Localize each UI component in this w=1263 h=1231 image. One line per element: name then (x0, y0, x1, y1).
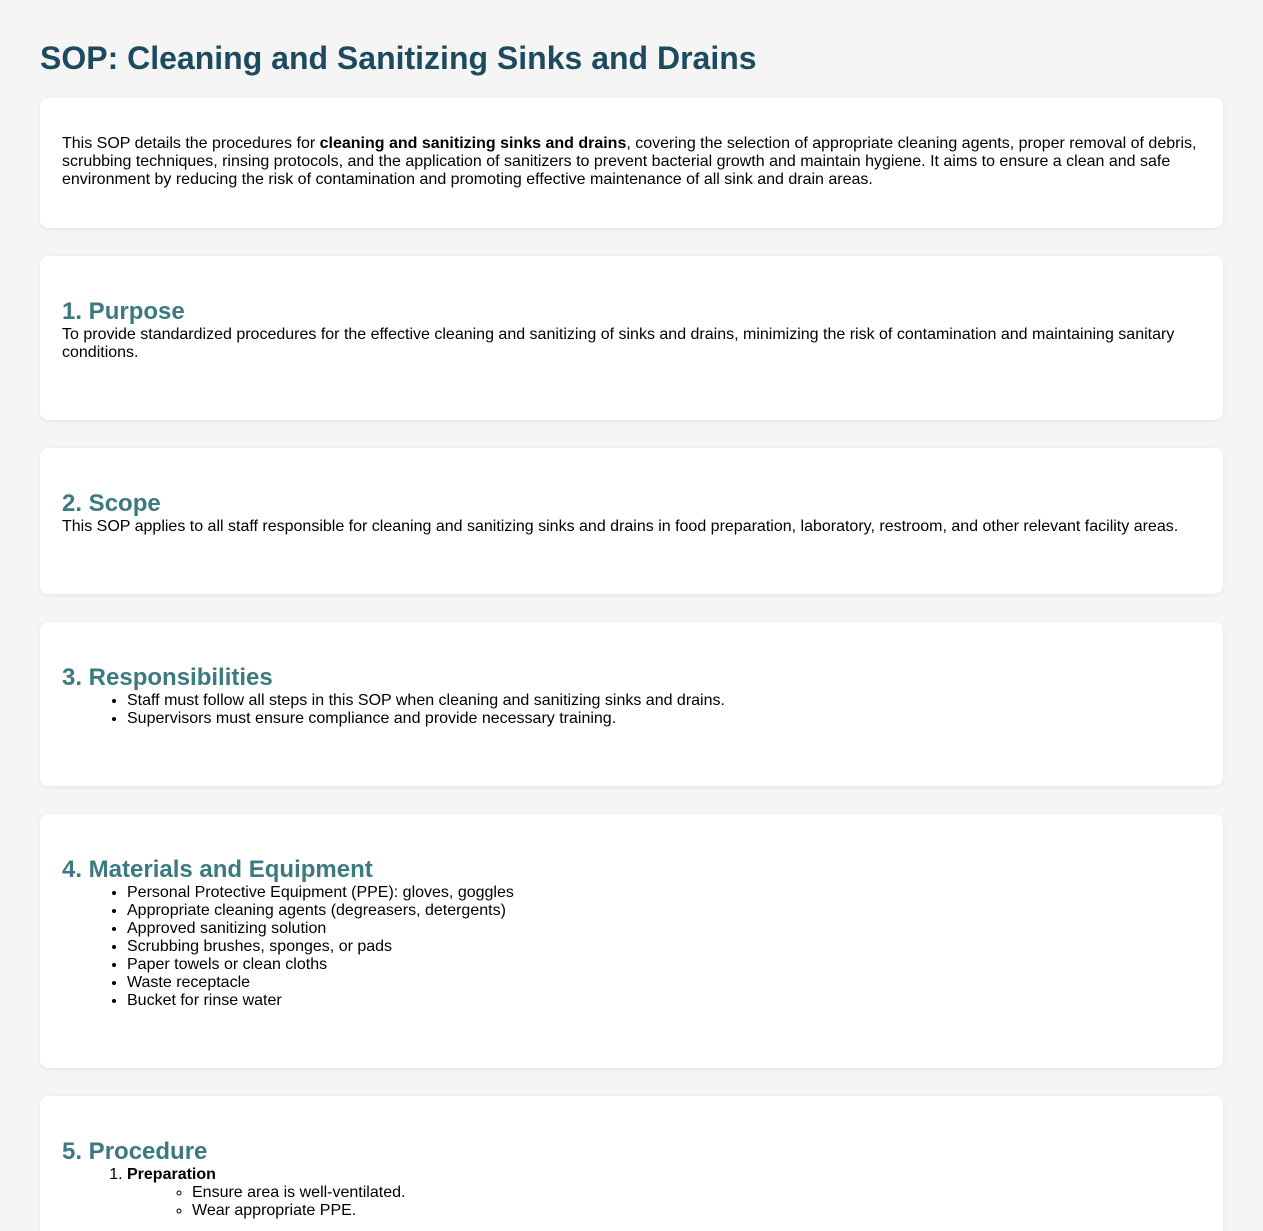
purpose-heading: 1. Purpose (62, 298, 185, 325)
scope-text: This SOP applies to all staff responsible for cleaning and sanitizing sinks and drains in food preparation, laboratory, restroom, and other relevant facility areas. (62, 518, 1179, 535)
procedure-step (127, 1166, 1201, 1220)
list-item: • Scrubbing brushes, sponges, or pads (127, 938, 1201, 956)
purpose-section (40, 256, 1223, 420)
list-item: • Staff must follow all steps in this SOP when cleaning and sanitizing sinks and drains. (127, 692, 1201, 710)
scope-heading: 2. Scope (62, 490, 161, 517)
materials-list (62, 884, 1201, 1010)
list-item: • Appropriate cleaning agents (degreasers, detergents) (127, 902, 1201, 920)
procedure-section (40, 1096, 1223, 1231)
intro-card (40, 98, 1223, 228)
list-item: • Personal Protective Equipment (PPE): gloves, goggles (127, 884, 1201, 902)
scope-section (40, 448, 1223, 594)
intro-text-after: , covering the selection of appropriate cleaning agents, proper removal of debris, scrubbing techniques, rinsing protocols, and the application of sanitizers to prevent bacterial growth and maintain hygiene. It aims to ensure a clean and safe environment by reducing the risk of contamination and promoting effective maintenance of all sink and drain areas. (62, 135, 1197, 188)
procedure-substeps (127, 1184, 1201, 1220)
intro-text-before: This SOP details the procedures for (62, 135, 320, 152)
intro-text-bold: cleaning and sanitizing sinks and drains (319, 135, 627, 152)
procedure-step-title: Preparation (127, 1166, 216, 1183)
responsibilities-heading: 3. Responsibilities (62, 664, 273, 691)
list-item: • Paper towels or clean cloths (127, 956, 1201, 974)
responsibilities-section (40, 622, 1223, 786)
responsibilities-list (62, 692, 1201, 728)
intro-paragraph (62, 135, 1201, 189)
procedure-heading: 5. Procedure (62, 1138, 208, 1165)
list-item: • Bucket for rinse water (127, 992, 1201, 1010)
list-item: ◦ Wear appropriate PPE. (192, 1202, 1201, 1220)
list-item: • Supervisors must ensure compliance and provide necessary training. (127, 710, 1201, 728)
materials-heading: 4. Materials and Equipment (62, 856, 373, 883)
list-item: ◦ Ensure area is well-ventilated. (192, 1184, 1201, 1202)
list-item: • Approved sanitizing solution (127, 920, 1201, 938)
procedure-steps (62, 1166, 1201, 1220)
purpose-text: To provide standardized procedures for the effective cleaning and sanitizing of sinks and drains, minimizing the risk of contamination and maintaining sanitary conditions. (62, 326, 1175, 361)
page-title: SOP: Cleaning and Sanitizing Sinks and Drains (40, 40, 757, 76)
list-item: • Waste receptacle (127, 974, 1201, 992)
materials-section (40, 814, 1223, 1068)
